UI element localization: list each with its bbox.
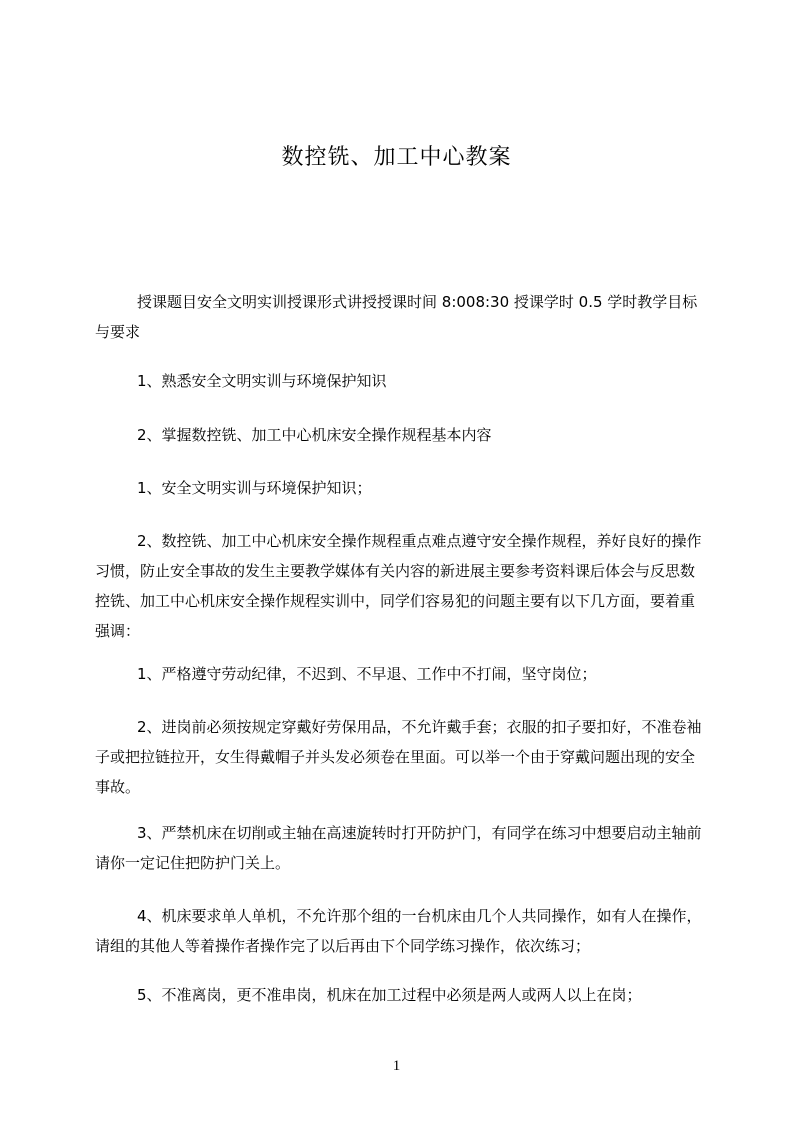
content-2-paragraph: 2、数控铣、加工中心机床安全操作规程重点难点遵守安全操作规程，养好良好的操作习惯，防止安全事故的发生主要教学媒体有关内容的新进展主要参考资料课后体会与反思数控铣、加工中心机床安全操作规程实训中，同学们容易犯的问题主要有以下几方面，要着重强调： [95, 532, 702, 640]
page-number: 1 [392, 1058, 401, 1074]
objective-1: 1、熟悉安全文明实训与环境保护知识 [137, 372, 387, 390]
rule-2: 2、进岗前必须按规定穿戴好劳保用品，不允许戴手套；衣服的扣子要扣好，不准卷袖子或把拉链拉开，女生得戴帽子并头发必须卷在里面。可以举一个由于穿戴问题出现的安全事故。 [95, 718, 702, 796]
content-1: 1、安全文明实训与环境保护知识； [137, 479, 372, 497]
page-title: 数控铣、加工中心教案 [281, 145, 512, 170]
rule-4: 4、机床要求单人单机，不允许那个组的一台机床由几个人共同操作，如有人在操作，请组的其他人等着操作者操作完了以后再由下个同学练习操作，依次练习； [95, 907, 702, 955]
objective-2: 2、掌握数控铣、加工中心机床安全操作规程基本内容 [137, 426, 492, 444]
rule-1: 1、严格遵守劳动纪律，不迟到、不早退、工作中不打闹，坚守岗位； [137, 665, 597, 683]
rule-5: 5、不准离岗，更不准串岗，机床在加工过程中必须是两人或两人以上在岗； [137, 986, 642, 1004]
rule-3: 3、严禁机床在切削或主轴在高速旋转时打开防护门，有同学在练习中想要启动主轴前请你一定记住把防护门关上。 [95, 824, 702, 872]
course-info-paragraph: 授课题目安全文明实训授课形式讲授授课时间 8:008:30 授课学时 0.5 学时教学目标与要求 [95, 293, 698, 341]
